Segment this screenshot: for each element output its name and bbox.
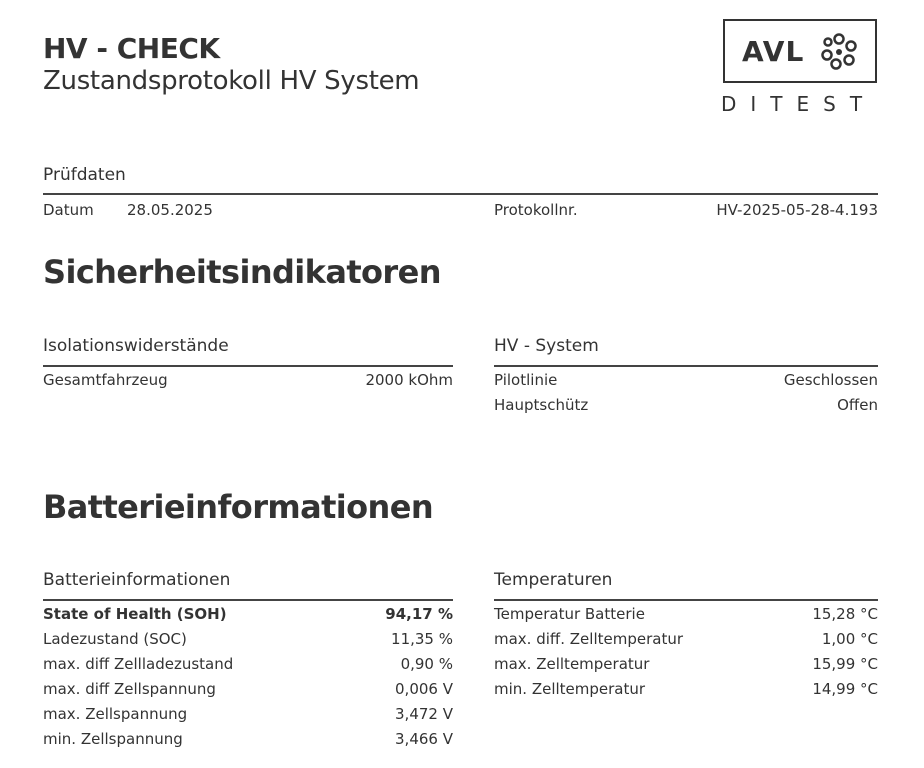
batterie-row-value: 0,90 % <box>400 655 453 673</box>
page-title: HV - CHECK <box>43 32 220 65</box>
temperatur-row <box>494 680 878 698</box>
batterie-heading: Batterieinformationen <box>43 488 434 526</box>
batterie-info-divider <box>43 599 453 601</box>
hv-system-label: HV - System <box>494 336 599 356</box>
batterie-row-value: 3,466 V <box>395 730 453 748</box>
logo-text: AVL <box>742 35 805 68</box>
temperaturen-label: Temperaturen <box>494 570 613 590</box>
temperatur-row-value: 1,00 °C <box>821 630 878 648</box>
hv-system-row <box>494 396 878 414</box>
isolation-label: Isolationswiderstände <box>43 336 229 356</box>
temperatur-row <box>494 605 878 623</box>
sicherheit-heading: Sicherheitsindikatoren <box>43 253 441 291</box>
isolation-divider <box>43 365 453 367</box>
batterie-row <box>43 680 453 698</box>
datum-value: 28.05.2025 <box>127 201 213 219</box>
batterie-row-name: State of Health (SOH) <box>43 605 227 623</box>
logo-subtext: DITEST <box>721 92 877 116</box>
pruefdaten-divider <box>43 193 878 195</box>
temperatur-row-value: 15,28 °C <box>812 605 878 623</box>
batterie-row-value: 3,472 V <box>395 705 453 723</box>
isolation-row-value: 2000 kOhm <box>365 371 453 389</box>
temperatur-row-name: Temperatur Batterie <box>494 605 645 623</box>
hv-system-row-name: Pilotlinie <box>494 371 558 389</box>
temperatur-row-name: min. Zelltemperatur <box>494 680 646 698</box>
temperatur-row-value: 14,99 °C <box>812 680 878 698</box>
batterie-row-name: max. diff Zellspannung <box>43 680 216 698</box>
avl-logo <box>723 19 877 83</box>
hv-system-row <box>494 371 878 389</box>
batterie-row-name: max. diff Zellladezustand <box>43 655 234 673</box>
batterie-row <box>43 630 453 648</box>
hv-system-row-value: Offen <box>837 396 878 414</box>
logo-flower-icon <box>818 31 860 73</box>
temperatur-row-name: max. diff. Zelltemperatur <box>494 630 684 648</box>
pruefdaten-label: Prüfdaten <box>43 165 126 185</box>
temperatur-row <box>494 655 878 673</box>
page-subtitle: Zustandsprotokoll HV System <box>43 66 420 96</box>
batterie-row <box>43 655 453 673</box>
hv-system-row-value: Geschlossen <box>783 371 878 389</box>
temperatur-row-name: max. Zelltemperatur <box>494 655 650 673</box>
protokoll-value: HV-2025-05-28-4.193 <box>716 201 878 219</box>
protokoll-label: Protokollnr. <box>494 201 578 219</box>
temperatur-row-value: 15,99 °C <box>812 655 878 673</box>
batterie-row-value: 94,17 % <box>385 605 453 623</box>
batterie-row-name: max. Zellspannung <box>43 705 188 723</box>
batterie-row <box>43 730 453 748</box>
batterie-row-value: 11,35 % <box>391 630 453 648</box>
datum-label: Datum <box>43 201 94 219</box>
batterie-row-name: Ladezustand (SOC) <box>43 630 187 648</box>
batterie-row <box>43 705 453 723</box>
temperatur-row <box>494 630 878 648</box>
isolation-row-name: Gesamtfahrzeug <box>43 371 168 389</box>
batterie-info-label: Batterieinformationen <box>43 570 231 590</box>
isolation-row <box>43 371 453 389</box>
batterie-row <box>43 605 453 623</box>
temperaturen-divider <box>494 599 878 601</box>
hv-system-row-name: Hauptschütz <box>494 396 589 414</box>
batterie-row-name: min. Zellspannung <box>43 730 183 748</box>
hv-system-divider <box>494 365 878 367</box>
batterie-row-value: 0,006 V <box>395 680 453 698</box>
